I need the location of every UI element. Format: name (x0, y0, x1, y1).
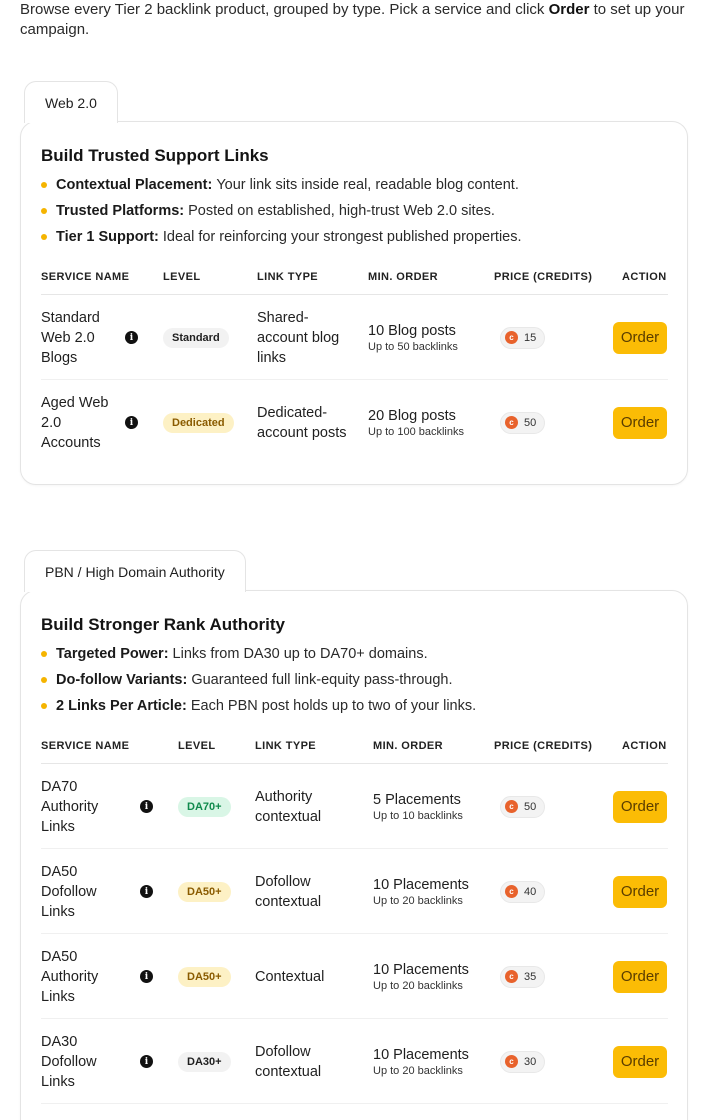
section-card-web-2-0 (20, 121, 688, 485)
bullet-dot-icon (41, 677, 47, 683)
credit-coin-icon: c (505, 800, 518, 813)
col-level: LEVEL (178, 740, 216, 752)
tab-pbn-high-domain-authority[interactable]: PBN / High Domain Authority (24, 550, 246, 592)
order-button[interactable]: Order (613, 407, 667, 439)
min-order: 10 Blog posts Up to 50 backlinks (368, 322, 458, 353)
tab-web-2-0[interactable]: Web 2.0 (24, 81, 118, 123)
bullet-dot-icon (41, 182, 47, 188)
table-row (41, 1019, 668, 1104)
order-button[interactable]: Order (613, 322, 667, 354)
price-badge: c 40 (500, 881, 545, 903)
link-type: Dedicated-account posts (257, 404, 347, 441)
feature-list (41, 641, 476, 719)
table-row (41, 934, 668, 1019)
price-badge: c 50 (500, 412, 545, 434)
credit-coin-icon: c (505, 331, 518, 344)
col-link-type: LINK TYPE (257, 271, 319, 283)
info-icon[interactable]: i (140, 885, 153, 898)
col-level: LEVEL (163, 271, 201, 283)
section-card-pbn (20, 590, 688, 1120)
info-icon[interactable]: i (125, 331, 138, 344)
min-order: 10 Placements Up to 20 backlinks (373, 876, 469, 907)
price-badge: c 30 (500, 1051, 545, 1073)
col-price: PRICE (CREDITS) (494, 271, 593, 283)
min-order: 20 Blog posts Up to 100 backlinks (368, 407, 464, 438)
info-icon[interactable]: i (140, 970, 153, 983)
feature-item: Contextual Placement: Your link sits inside real, readable blog content. (41, 172, 522, 198)
table-row (41, 380, 668, 465)
bullet-dot-icon (41, 651, 47, 657)
col-service-name: SERVICE NAME (41, 271, 130, 283)
level-badge: Dedicated (163, 413, 234, 433)
service-name: Standard Web 2.0 Blogs (41, 309, 100, 366)
order-button[interactable]: Order (613, 876, 667, 908)
bullet-dot-icon (41, 703, 47, 709)
section-title: Build Stronger Rank Authority (41, 615, 285, 634)
col-price: PRICE (CREDITS) (494, 740, 593, 752)
col-service-name: SERVICE NAME (41, 740, 130, 752)
service-name: Aged Web 2.0 Accounts (41, 394, 109, 451)
feature-item: Targeted Power: Links from DA30 up to DA70+ domains. (41, 641, 476, 667)
col-action: ACTION (622, 271, 667, 283)
service-name: DA30 Dofollow Links (41, 1033, 97, 1090)
feature-item: Do-follow Variants: Guaranteed full link-equity pass-through. (41, 667, 476, 693)
service-name: DA50 Dofollow Links (41, 863, 97, 920)
feature-item: 2 Links Per Article: Each PBN post holds up to two of your links. (41, 693, 476, 719)
min-order: 10 Placements Up to 20 backlinks (373, 1046, 469, 1077)
bullet-dot-icon (41, 234, 47, 240)
info-icon[interactable]: i (140, 800, 153, 813)
table-header (41, 728, 668, 764)
order-button[interactable]: Order (613, 1046, 667, 1078)
min-order: 10 Placements Up to 20 backlinks (373, 961, 469, 992)
col-link-type: LINK TYPE (255, 740, 317, 752)
info-icon[interactable]: i (125, 416, 138, 429)
col-action: ACTION (622, 740, 667, 752)
level-badge: DA30+ (178, 1052, 231, 1072)
link-type: Authority contextual (255, 788, 322, 825)
table-row (41, 849, 668, 934)
price-badge: c 35 (500, 966, 545, 988)
price-badge: c 15 (500, 327, 545, 349)
col-min-order: MIN. ORDER (373, 740, 443, 752)
order-button[interactable]: Order (613, 791, 667, 823)
level-badge: DA50+ (178, 967, 231, 987)
feature-item: Tier 1 Support: Ideal for reinforcing your strongest published properties. (41, 224, 522, 250)
min-order: 5 Placements Up to 10 backlinks (373, 791, 463, 822)
section-title: Build Trusted Support Links (41, 146, 269, 165)
table-header (41, 259, 668, 295)
service-name: DA50 Authority Links (41, 948, 99, 1005)
link-type: Shared-account blog links (257, 309, 340, 366)
table-row (41, 764, 668, 849)
service-name: DA70 Authority Links (41, 778, 99, 835)
table-row (41, 295, 668, 380)
link-type: Dofollow contextual (255, 873, 322, 910)
link-type: Dofollow contextual (255, 1043, 322, 1080)
credit-coin-icon: c (505, 1055, 518, 1068)
intro-text: Browse every Tier 2 backlink product, grouped by type. Pick a service and click Order to set up your campaign. (20, 1, 685, 38)
credit-coin-icon: c (505, 970, 518, 983)
price-badge: c 50 (500, 796, 545, 818)
level-badge: DA50+ (178, 882, 231, 902)
level-badge: DA70+ (178, 797, 231, 817)
bullet-dot-icon (41, 208, 47, 214)
level-badge: Standard (163, 328, 229, 348)
link-type: Contextual (255, 968, 325, 985)
credit-coin-icon: c (505, 416, 518, 429)
feature-item: Trusted Platforms: Posted on established, high-trust Web 2.0 sites. (41, 198, 522, 224)
credit-coin-icon: c (505, 885, 518, 898)
order-button[interactable]: Order (613, 961, 667, 993)
info-icon[interactable]: i (140, 1055, 153, 1068)
feature-list (41, 172, 522, 250)
col-min-order: MIN. ORDER (368, 271, 438, 283)
